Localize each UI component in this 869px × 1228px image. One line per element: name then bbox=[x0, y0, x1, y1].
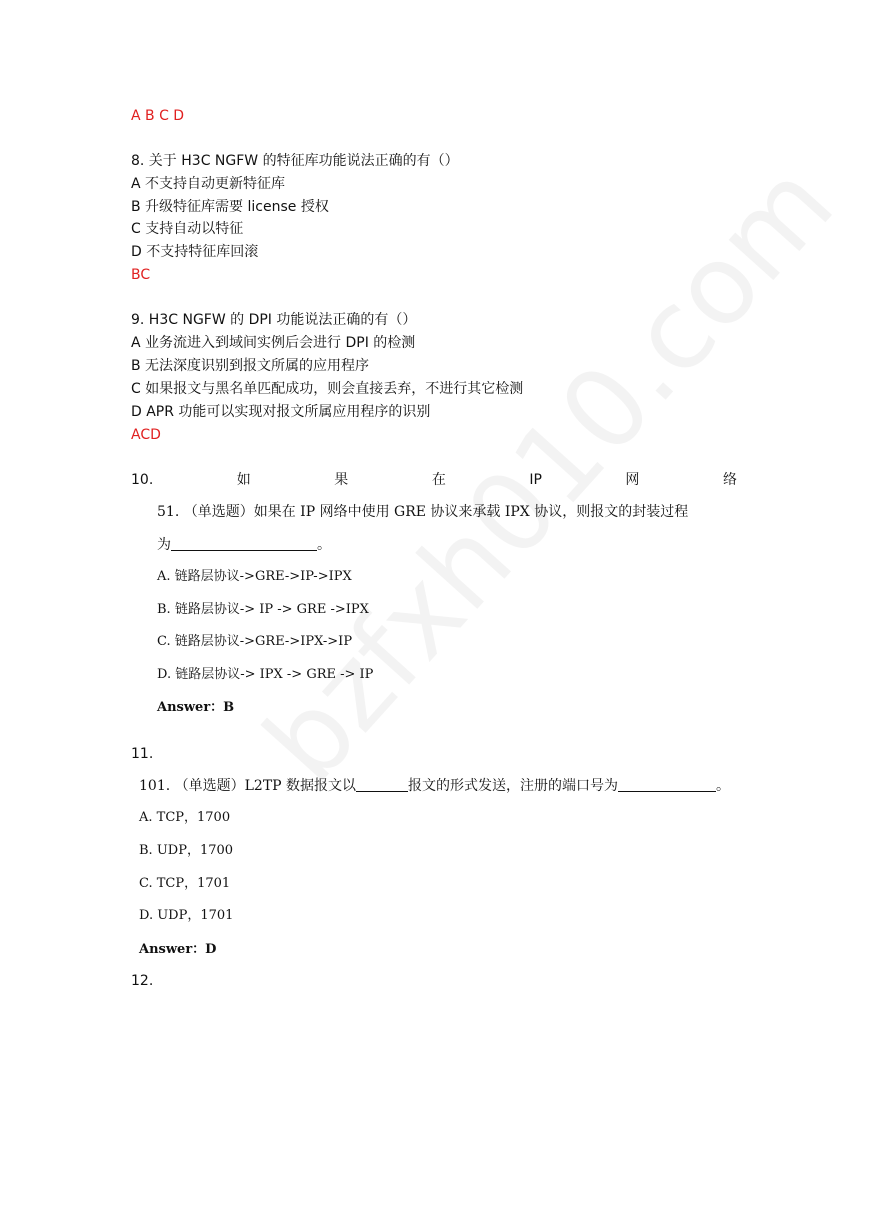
q8-option-b: B 升级特征库需要 license 授权 bbox=[131, 199, 329, 215]
q10-answer-blank bbox=[171, 536, 317, 551]
q10-option-d: D. 链路层协议-> IPX -> GRE -> IP bbox=[157, 667, 374, 682]
q11-number: 11. bbox=[131, 746, 154, 762]
q10-embedded-answer: Answer：B bbox=[157, 700, 235, 715]
q8-option-a: A 不支持自动更新特征库 bbox=[131, 176, 286, 192]
q9-option-d: D APR 功能可以实现对报文所属应用程序的识别 bbox=[131, 404, 431, 420]
q9-title: 9. H3C NGFW 的 DPI 功能说法正确的有（） bbox=[131, 312, 417, 328]
q10-word: 网 bbox=[625, 472, 640, 488]
q11-stem-part-c: 。 bbox=[716, 778, 731, 794]
q8-title: 8. 关于 H3C NGFW 的特征库功能说法正确的有（） bbox=[131, 153, 459, 169]
q10-title-line bbox=[131, 470, 737, 490]
q11-blank-2 bbox=[618, 777, 716, 792]
q7-answer: A B C D bbox=[131, 108, 185, 124]
q10-option-c: C. 链路层协议->GRE->IPX->IP bbox=[157, 634, 353, 649]
q11-option-b: B. UDP，1700 bbox=[139, 843, 234, 858]
q10-embedded-stem-line2 bbox=[157, 535, 331, 555]
q8-answer: BC bbox=[131, 267, 151, 283]
q11-blank-1 bbox=[356, 777, 408, 792]
q11-stem-part-a: 101. （单选题）L2TP 数据报文以 bbox=[139, 778, 357, 794]
q11-option-d: D. UDP，1701 bbox=[139, 908, 234, 923]
q12-number: 12. bbox=[131, 973, 154, 989]
q9-option-b: B 无法深度识别到报文所属的应用程序 bbox=[131, 358, 370, 374]
q8-option-d: D 不支持特征库回滚 bbox=[131, 244, 259, 260]
q9-answer: ACD bbox=[131, 427, 161, 443]
q10-word: IP bbox=[529, 472, 542, 488]
q10-word: 在 bbox=[431, 472, 446, 488]
q10-word: 10. bbox=[131, 472, 154, 488]
q9-option-c: C 如果报文与黑名单匹配成功，则会直接丢弃，不进行其它检测 bbox=[131, 381, 524, 397]
q11-embedded-answer: Answer：D bbox=[139, 942, 217, 957]
q10-stem-suffix: 。 bbox=[317, 537, 331, 553]
q10-stem-prefix: 为 bbox=[157, 537, 171, 553]
q10-option-b: B. 链路层协议-> IP -> GRE ->IPX bbox=[157, 602, 369, 617]
q11-stem-part-b: 报文的形式发送，注册的端口号为 bbox=[408, 778, 619, 794]
q10-word: 果 bbox=[334, 472, 349, 488]
q8-option-c: C 支持自动以特征 bbox=[131, 221, 244, 237]
q10-option-a: A. 链路层协议->GRE->IP->IPX bbox=[157, 569, 352, 584]
q11-option-c: C. TCP，1701 bbox=[139, 876, 231, 891]
q10-word: 络 bbox=[722, 472, 737, 488]
q9-option-a: A 业务流进入到域间实例后会进行 DPI 的检测 bbox=[131, 335, 416, 351]
q10-embedded-stem: 51. （单选题）如果在 IP 网络中使用 GRE 协议来承载 IPX 协议，则报文的封装过程 bbox=[157, 504, 689, 520]
q11-embedded-stem bbox=[139, 776, 730, 796]
q10-word: 如 bbox=[236, 472, 251, 488]
q11-option-a: A. TCP，1700 bbox=[139, 810, 231, 825]
